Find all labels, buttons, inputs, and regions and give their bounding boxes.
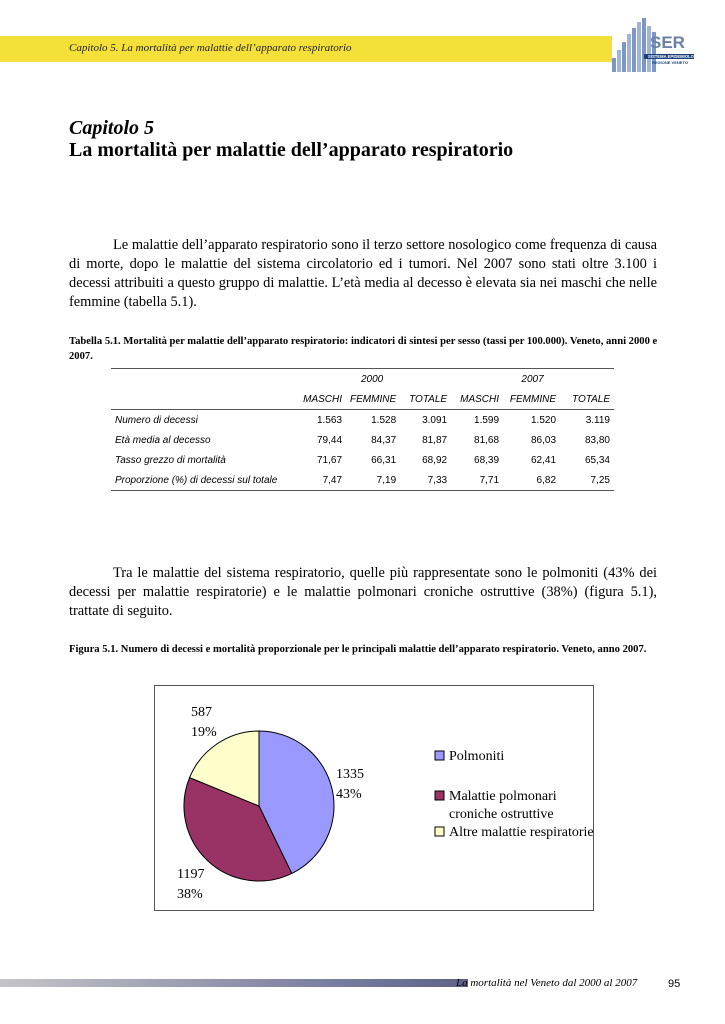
table-cell: 7,71	[451, 470, 503, 491]
year-header: 2007	[451, 369, 614, 390]
row-label: Età media al decesso	[115, 434, 211, 446]
logo-bar	[627, 34, 631, 72]
chapter-number: Capitolo 5	[69, 117, 155, 139]
table-cell: 66,31	[371, 454, 397, 466]
table-cell: 81,87	[422, 434, 448, 446]
page-number: 95	[668, 978, 681, 990]
table-cell: 81,68	[474, 434, 500, 446]
logo-bar	[612, 58, 616, 72]
table-cell: 3.091	[422, 414, 448, 426]
legend-swatch	[435, 827, 444, 836]
table-cell: 7,25	[560, 470, 614, 491]
column-header: FEMMINE	[503, 389, 560, 410]
logo-bar	[632, 28, 636, 72]
row-label: Numero di decessi	[115, 414, 198, 426]
indicators-table	[111, 368, 614, 491]
year-header: 2000	[293, 369, 451, 390]
table-cell: 1.520	[530, 414, 557, 426]
column-header: MASCHI	[293, 389, 346, 410]
logo-bar	[642, 18, 646, 72]
table-caption: Tabella 5.1. Mortalità per malattie dell’apparato respiratorio: indicatori di sintesi per sesso (tassi per 100.000). Veneto, anni 2000 e 2007.	[69, 336, 658, 362]
table-cell: 86,03	[530, 434, 557, 446]
legend-label: Altre malattie respiratorie	[449, 825, 593, 840]
row-label: Proporzione (%) di decessi sul totale	[111, 470, 293, 491]
slice-percent-label: 38%	[177, 887, 203, 902]
footer-band	[0, 979, 468, 987]
logo-line2: REGIONE VENETO	[652, 60, 688, 65]
slice-value-label: 1335	[336, 767, 364, 782]
logo-bar	[617, 50, 621, 72]
logo-brand: SER	[650, 33, 685, 52]
table-cell: 68,39	[474, 454, 500, 466]
table-cell: 1.599	[474, 414, 500, 426]
slice-percent-label: 19%	[191, 725, 217, 740]
paragraph-intro: Le malattie dell’apparato respiratorio sono il terzo settore nosologico come frequenza di causa di morte, dopo le malattie del sistema circolatorio ed i tumori. Nel 2007 sono stati oltre 3.100 i decessi attribuiti a questo gruppo di malattie. L’età media al decesso è elevata sia nei maschi che nelle femmine (tabella 5.1).	[69, 237, 657, 310]
table-cell: 6,82	[503, 470, 560, 491]
table-row	[111, 430, 614, 450]
legend-label: Malattie polmonari	[449, 789, 557, 804]
table-year-row	[111, 369, 614, 390]
table-cell: 62,41	[530, 454, 557, 466]
table-cell: 83,80	[584, 434, 610, 446]
legend-swatch	[435, 791, 444, 800]
table-row	[111, 410, 614, 431]
figure-frame	[154, 685, 594, 911]
slice-percent-label: 43%	[336, 787, 362, 802]
table-row	[111, 470, 614, 491]
slice-value-label: 587	[191, 705, 212, 720]
logo-line1: SISTEMA EPIDEMIOLOGICO	[648, 54, 705, 60]
column-header: MASCHI	[451, 389, 503, 410]
footer-title: La mortalità nel Veneto dal 2000 al 2007	[456, 977, 638, 989]
logo-bar	[637, 22, 641, 72]
column-header: TOTALE	[560, 389, 614, 410]
chapter-title: La mortalità per malattie dell’apparato respiratorio	[69, 139, 514, 161]
table-cell: 1.528	[371, 414, 397, 426]
legend-label: Polmoniti	[449, 749, 505, 764]
table-cell: 7,33	[400, 470, 451, 491]
table-cell: 1.563	[317, 414, 343, 426]
logo-bar	[622, 42, 626, 72]
table-cell: 71,67	[317, 454, 343, 466]
ser-logo	[610, 14, 715, 76]
row-label: Tasso grezzo di mortalità	[115, 454, 226, 466]
paragraph-figure-intro: Tra le malattie del sistema respiratorio, quelle più rappresentate sono le polmoniti (43% dei decessi per malattie respiratorie) e le malattie polmonari croniche ostruttive (38%) (figura 5.1), trattate di seguito.	[69, 565, 657, 619]
table-cell: 65,34	[584, 454, 610, 466]
table-cell: 84,37	[371, 434, 397, 446]
table-column-headers	[111, 389, 614, 410]
figure-caption: Figura 5.1. Numero di decessi e mortalità proporzionale per le principali malattie dell’apparato respiratorio. Veneto, anno 2007.	[69, 644, 647, 655]
table-cell: 3.119	[585, 414, 610, 426]
table-cell: 7,47	[293, 470, 346, 491]
table-cell: 79,44	[317, 434, 343, 446]
table-cell: 68,92	[422, 454, 448, 466]
pie-chart	[155, 686, 593, 910]
table-cell: 7,19	[346, 470, 400, 491]
column-header: FEMMINE	[346, 389, 400, 410]
running-header: Capitolo 5. La mortalità per malattie dell’apparato respiratorio	[69, 42, 352, 54]
column-header: TOTALE	[400, 389, 451, 410]
legend-label: croniche ostruttive	[449, 807, 554, 822]
slice-value-label: 1197	[177, 867, 205, 882]
legend-swatch	[435, 751, 444, 760]
table-row	[111, 450, 614, 470]
